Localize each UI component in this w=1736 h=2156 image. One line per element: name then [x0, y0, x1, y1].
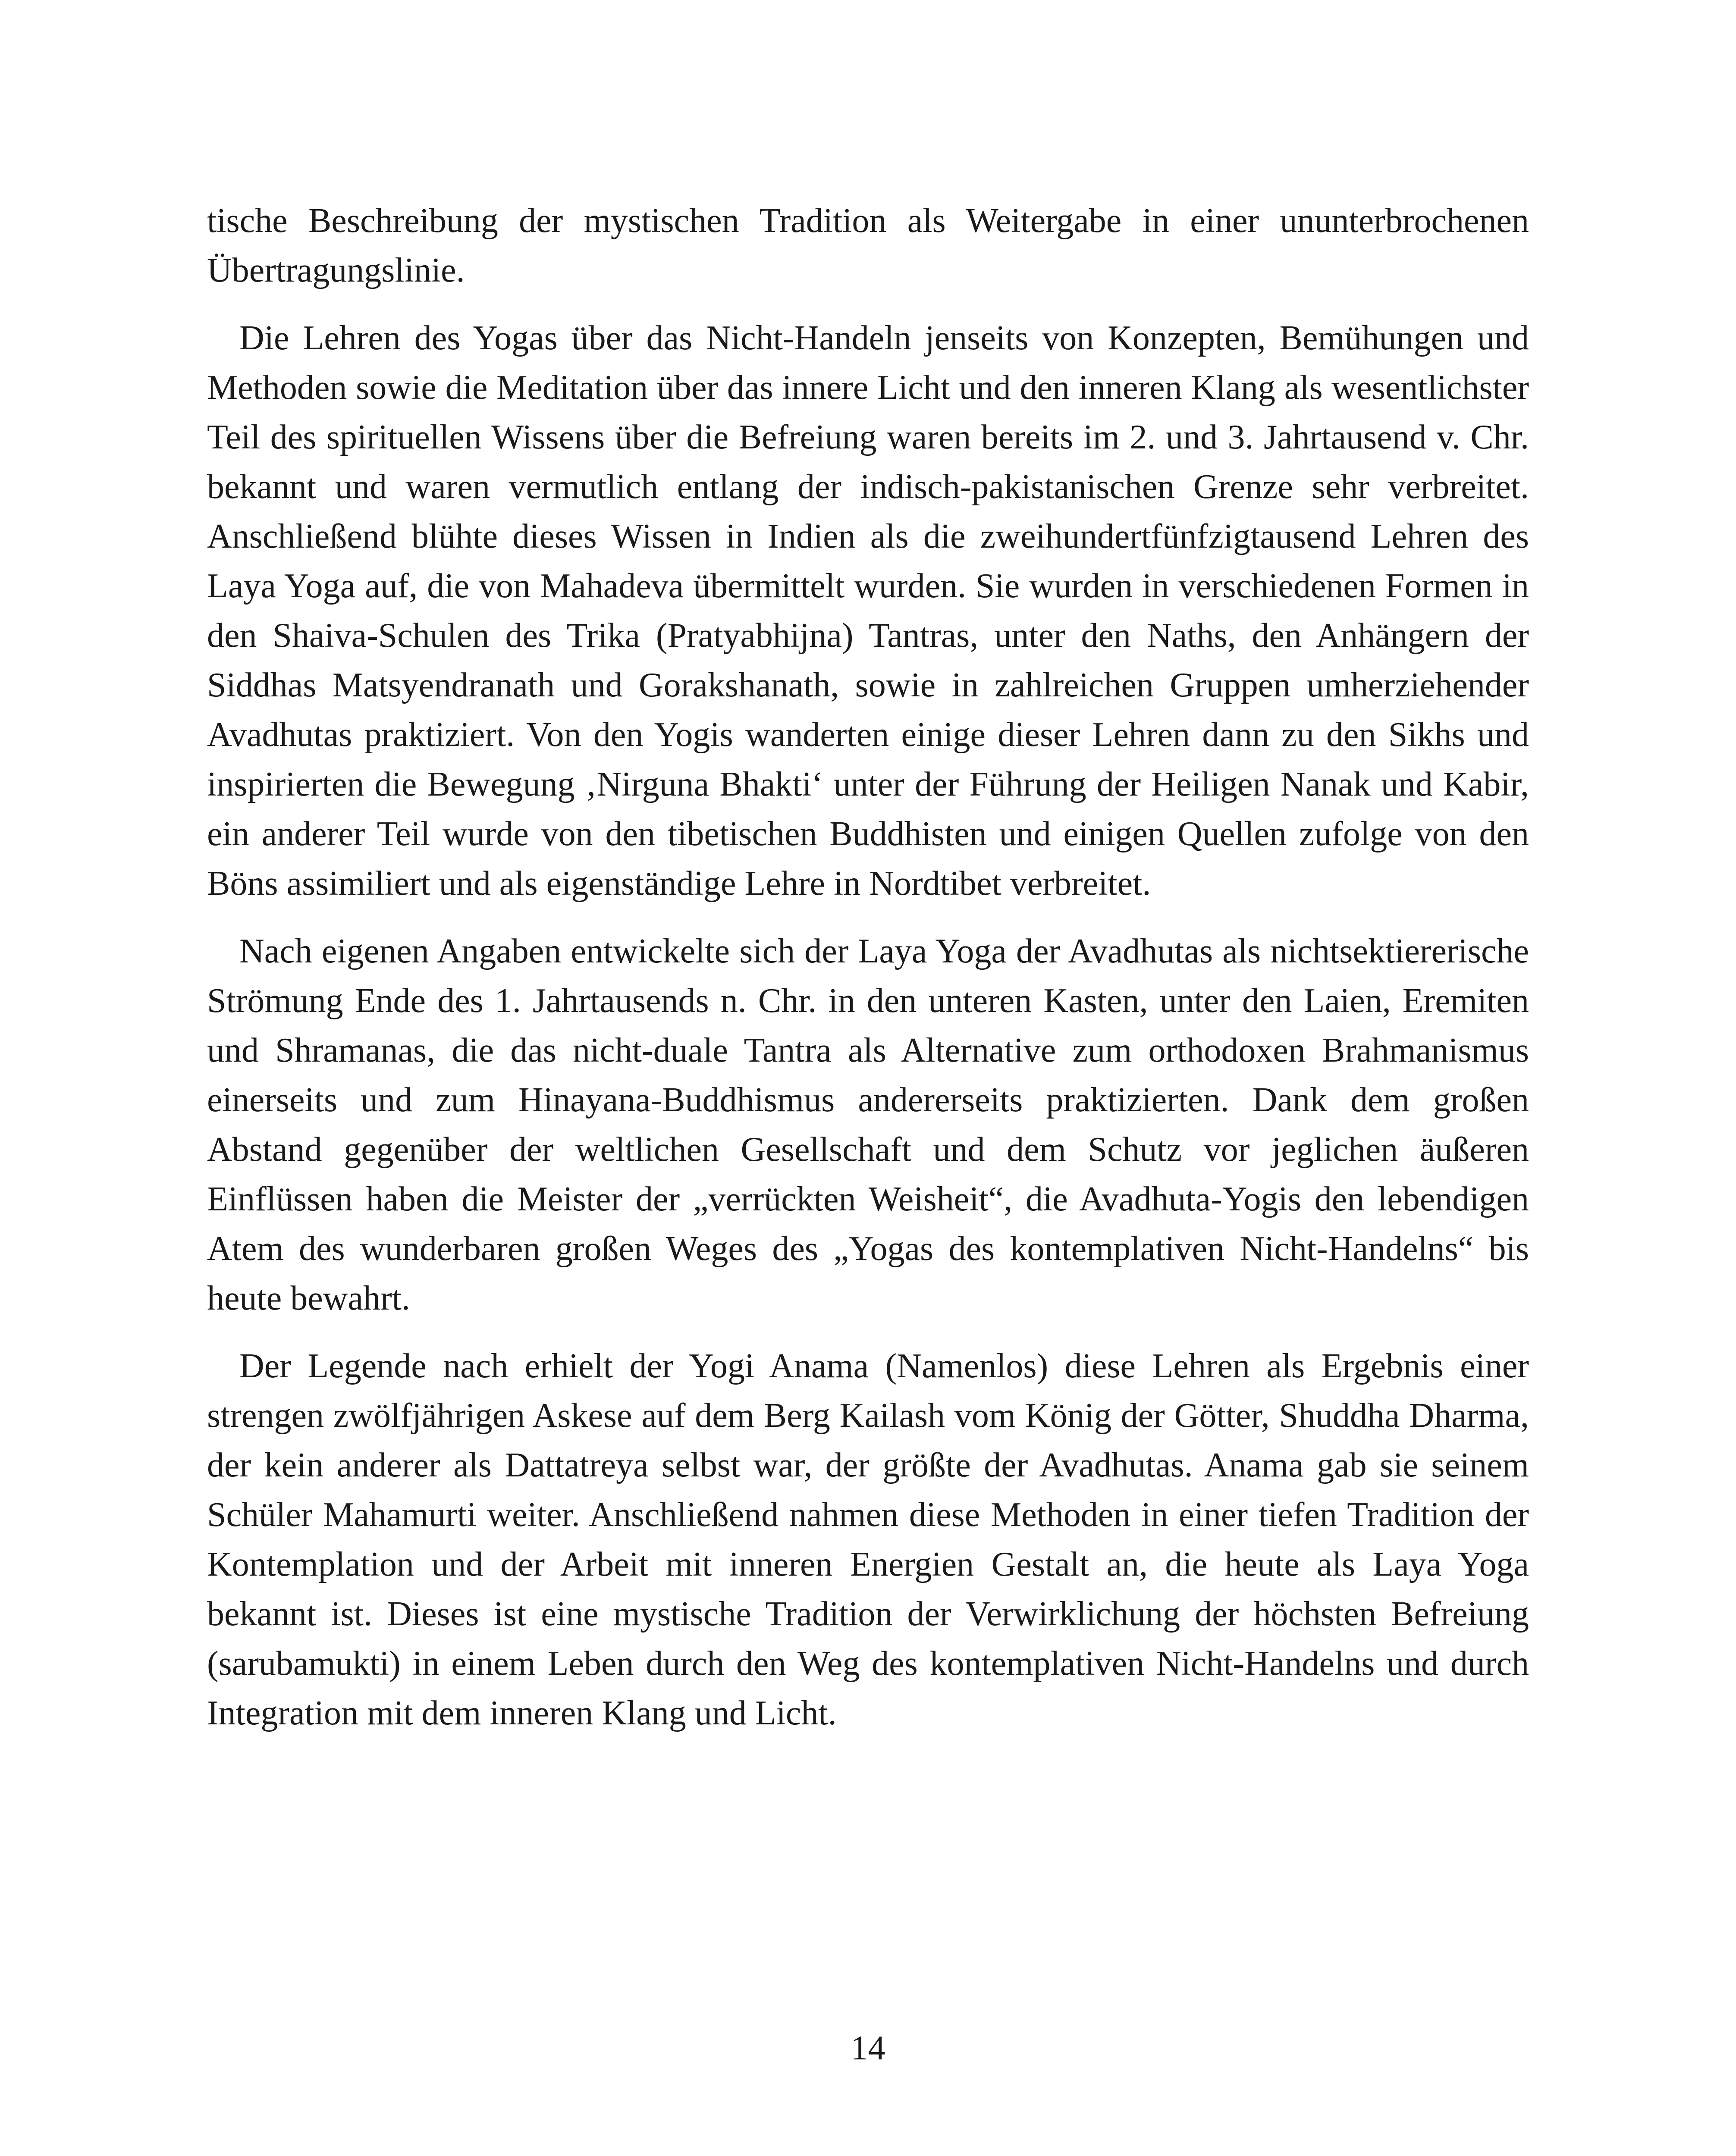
paragraph-yoga-teachings: Die Lehren des Yogas über das Nicht-Handeln jenseits von Konzepten, Bemühungen und Methoden sowie die Meditation über das innere Licht und den inneren Klang als wesentlichster Teil des spirituellen Wissens über die Befreiung waren bereits im 2. und 3. Jahrtausend v. Chr. bekannt und waren vermutlich entlang der indisch-pakistanischen Grenze sehr verbreitet. Anschließend blühte dieses Wissen in Indien als die zweihundertfünfzigtausend Lehren des Laya Yoga auf, die von Mahadeva übermittelt wurden. Sie wurden in verschiedenen Formen in den Shaiva-Schulen des Trika (Pratyabhijna) Tantras, unter den Naths, den Anhängern der Siddhas Matsyendranath und Gorakshanath, sowie in zahlreichen Gruppen umherziehender Avadhutas praktiziert. Von den Yogis wanderten einige dieser Lehren dann zu den Sikhs und inspirierten die Bewegung ‚Nirguna Bhakti‘ unter der Führung der Heiligen Nanak und Kabir, ein anderer Teil wurde von den tibetischen Buddhisten und einigen Quellen zufolge von den Böns assimiliert und als eigenständige Lehre in Nordtibet verbreitet. — [207, 319, 1529, 903]
paragraph-avadhutas: Nach eigenen Angaben entwickelte sich der Laya Yoga der Avadhutas als nichtsektiererische Strömung Ende des 1. Jahrtausends n. Chr. in den unteren Kasten, unter den Laien, Eremiten und Shramanas, die das nicht-duale Tantra als Alternative zum orthodoxen Brahmanismus einerseits und zum Hinayana-Buddhismus andererseits praktizierten. Dank dem großen Abstand gegenüber der weltlichen Gesellschaft und dem Schutz vor jeglichen äußeren Einflüssen haben die Meister der „verrückten Weisheit“, die Avadhuta-Yogis den lebendigen Atem des wunderbaren großen Weges des „Yogas des kontemplativen Nicht-Handelns“ bis heute bewahrt. — [207, 932, 1529, 1317]
page-number: 14 — [851, 2029, 885, 2067]
body-text — [207, 196, 1529, 1738]
paragraph-legend: Der Legende nach erhielt der Yogi Anama (Namenlos) diese Lehren als Ergebnis einer strengen zwölfjährigen Askese auf dem Berg Kailash vom König der Götter, Shuddha Dharma, der kein anderer als Dattatreya selbst war, der größte der Avadhutas. Anama gab sie seinem Schüler Mahamurti weiter. Anschließend nahmen diese Methoden in einer tiefen Tradition der Kontemplation und der Arbeit mit inneren Energien Gestalt an, die heute als Laya Yoga bekannt ist. Dieses ist eine mystische Tradition der Verwirklichung der höchsten Befreiung (sarubamukti) in einem Leben durch den Weg des kontemplativen Nicht-Handelns und durch Integration mit dem inneren Klang und Licht. — [207, 1347, 1529, 1732]
paragraph-continuation: tische Beschreibung der mystischen Tradition als Weitergabe in einer ununterbrochenen Übertragungslinie. — [207, 202, 1529, 289]
